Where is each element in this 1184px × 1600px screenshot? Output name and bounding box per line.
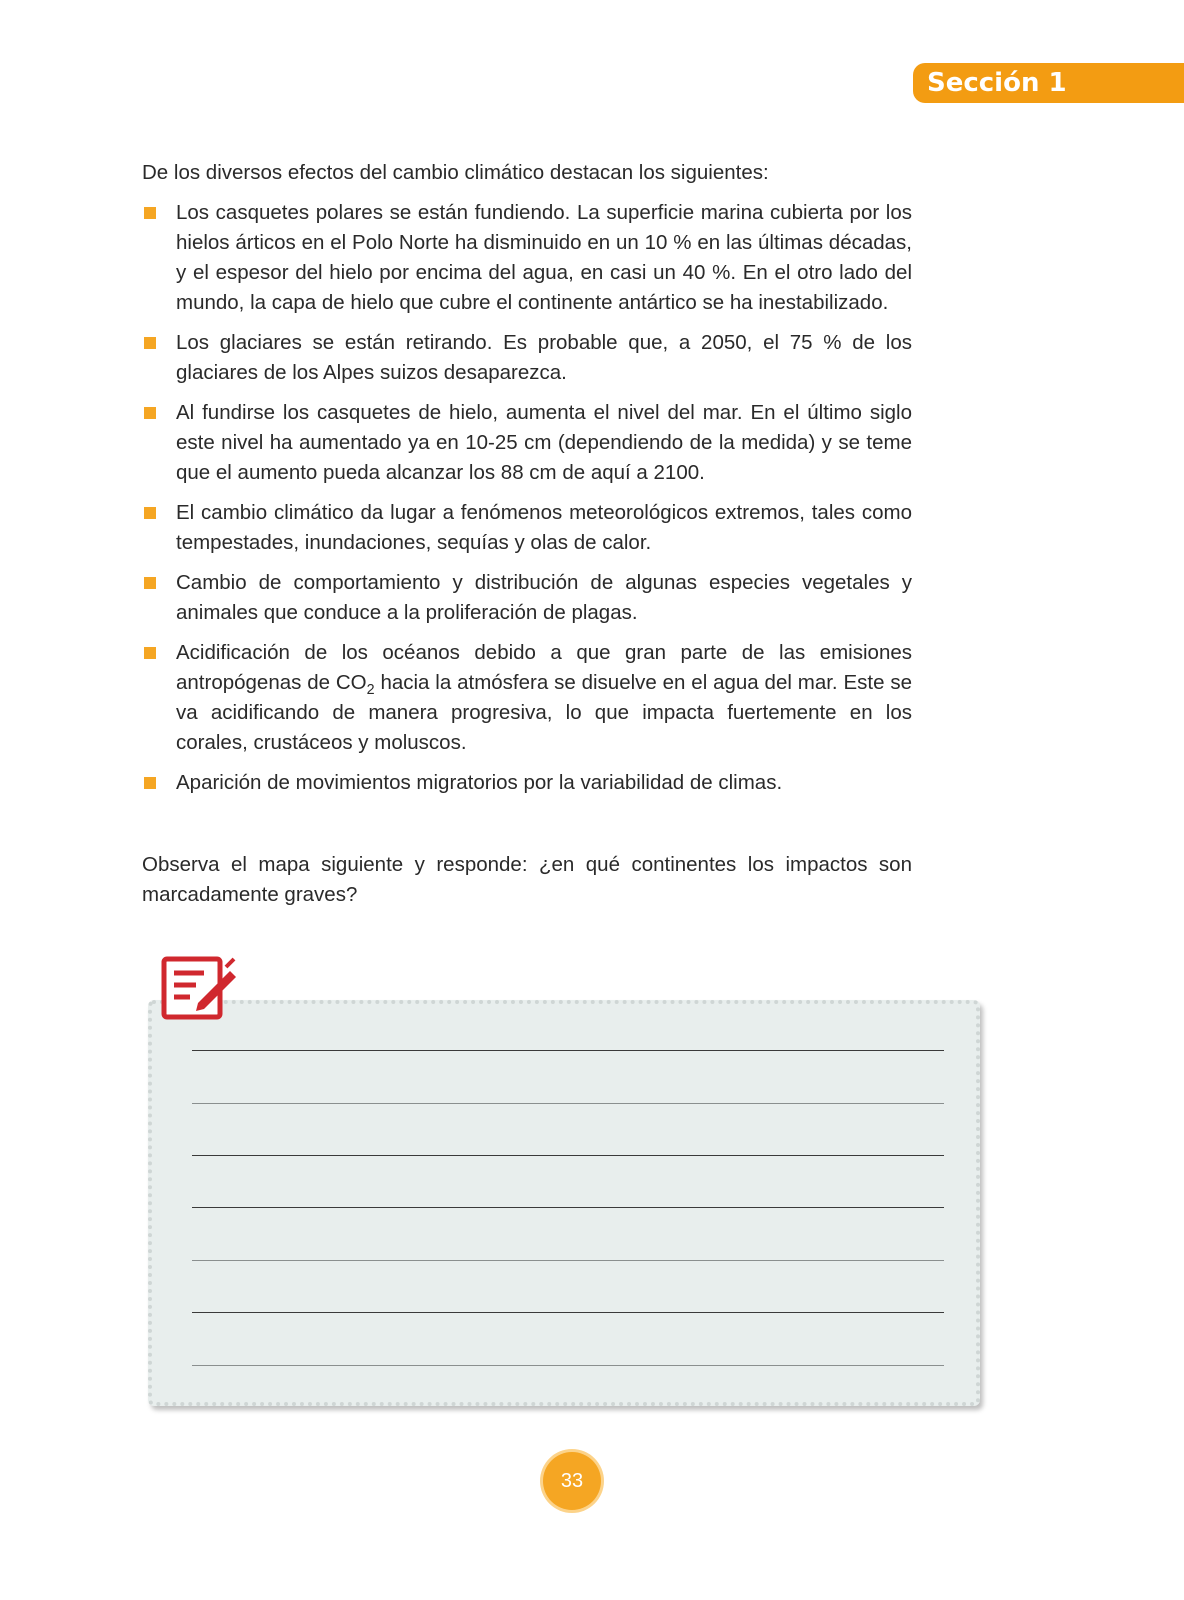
co2-subscript: 2 <box>366 682 375 699</box>
main-content <box>142 158 912 910</box>
list-item <box>142 768 912 798</box>
list-item-text-before: Acidificación de los océanos debido a que gran parte de las emisiones antropógenas de CO <box>176 641 912 694</box>
section-tab <box>913 63 1184 103</box>
answer-line[interactable] <box>192 1312 944 1313</box>
effects-list <box>142 198 912 798</box>
list-item-text: Los glaciares se están retirando. Es probable que, a 2050, el 75 % de los glaciares de los Alpes suizos desaparezca. <box>176 331 912 384</box>
list-item <box>142 568 912 628</box>
list-item-text: Al fundirse los casquetes de hielo, aumenta el nivel del mar. En el último siglo este nivel ha aumentado ya en 10-25 cm (dependiendo de la medida) y se teme que el aumento pueda alcanzar los 88 cm de aquí a 2100. <box>176 401 912 484</box>
answer-line[interactable] <box>192 1207 944 1208</box>
edit-note-icon <box>160 955 240 1023</box>
list-item-text: El cambio climático da lugar a fenómenos meteorológicos extremos, tales como tempestades, inundaciones, sequías y olas de calor. <box>176 501 912 554</box>
list-item <box>142 398 912 488</box>
list-item <box>142 328 912 388</box>
square-bullet-icon <box>144 647 156 659</box>
list-item-text: Aparición de movimientos migratorios por la variabilidad de climas. <box>176 771 783 794</box>
answer-line[interactable] <box>192 1365 944 1366</box>
list-item <box>142 498 912 558</box>
square-bullet-icon <box>144 407 156 419</box>
square-bullet-icon <box>144 507 156 519</box>
list-item-text-after: hacia la atmósfera se disuelve en el agua del mar. Este se va acidificando de manera progresiva, lo que impacta fuertemente en los corales, crustáceos y moluscos. <box>176 671 912 754</box>
answer-line[interactable] <box>192 1155 944 1156</box>
square-bullet-icon <box>144 577 156 589</box>
list-item <box>142 198 912 318</box>
answer-line[interactable] <box>192 1103 944 1104</box>
answer-box[interactable] <box>148 1000 980 1406</box>
list-item-text: Los casquetes polares se están fundiendo. La superficie marina cubierta por los hielos árticos en el Polo Norte ha disminuido en un 10 % en las últimas décadas, y el espesor del hielo por encima del agua, en casi un 40 %. En el otro lado del mundo, la capa de hielo que cubre el continente antártico se ha inestabilizado. <box>176 201 912 314</box>
answer-line[interactable] <box>192 1050 944 1051</box>
square-bullet-icon <box>144 337 156 349</box>
list-item-text: Cambio de comportamiento y distribución de algunas especies vegetales y animales que conduce a la proliferación de plagas. <box>176 571 912 624</box>
section-label: Sección 1 <box>927 68 1067 98</box>
page-number-badge <box>543 1452 601 1510</box>
square-bullet-icon <box>144 777 156 789</box>
page-number: 33 <box>560 1470 584 1492</box>
square-bullet-icon <box>144 207 156 219</box>
list-item <box>142 638 912 758</box>
answer-line[interactable] <box>192 1260 944 1261</box>
intro-text: De los diversos efectos del cambio climático destacan los siguientes: <box>142 161 769 184</box>
question-prompt: Observa el mapa siguiente y responde: ¿en qué continentes los impactos son marcadamente graves? <box>142 853 912 906</box>
